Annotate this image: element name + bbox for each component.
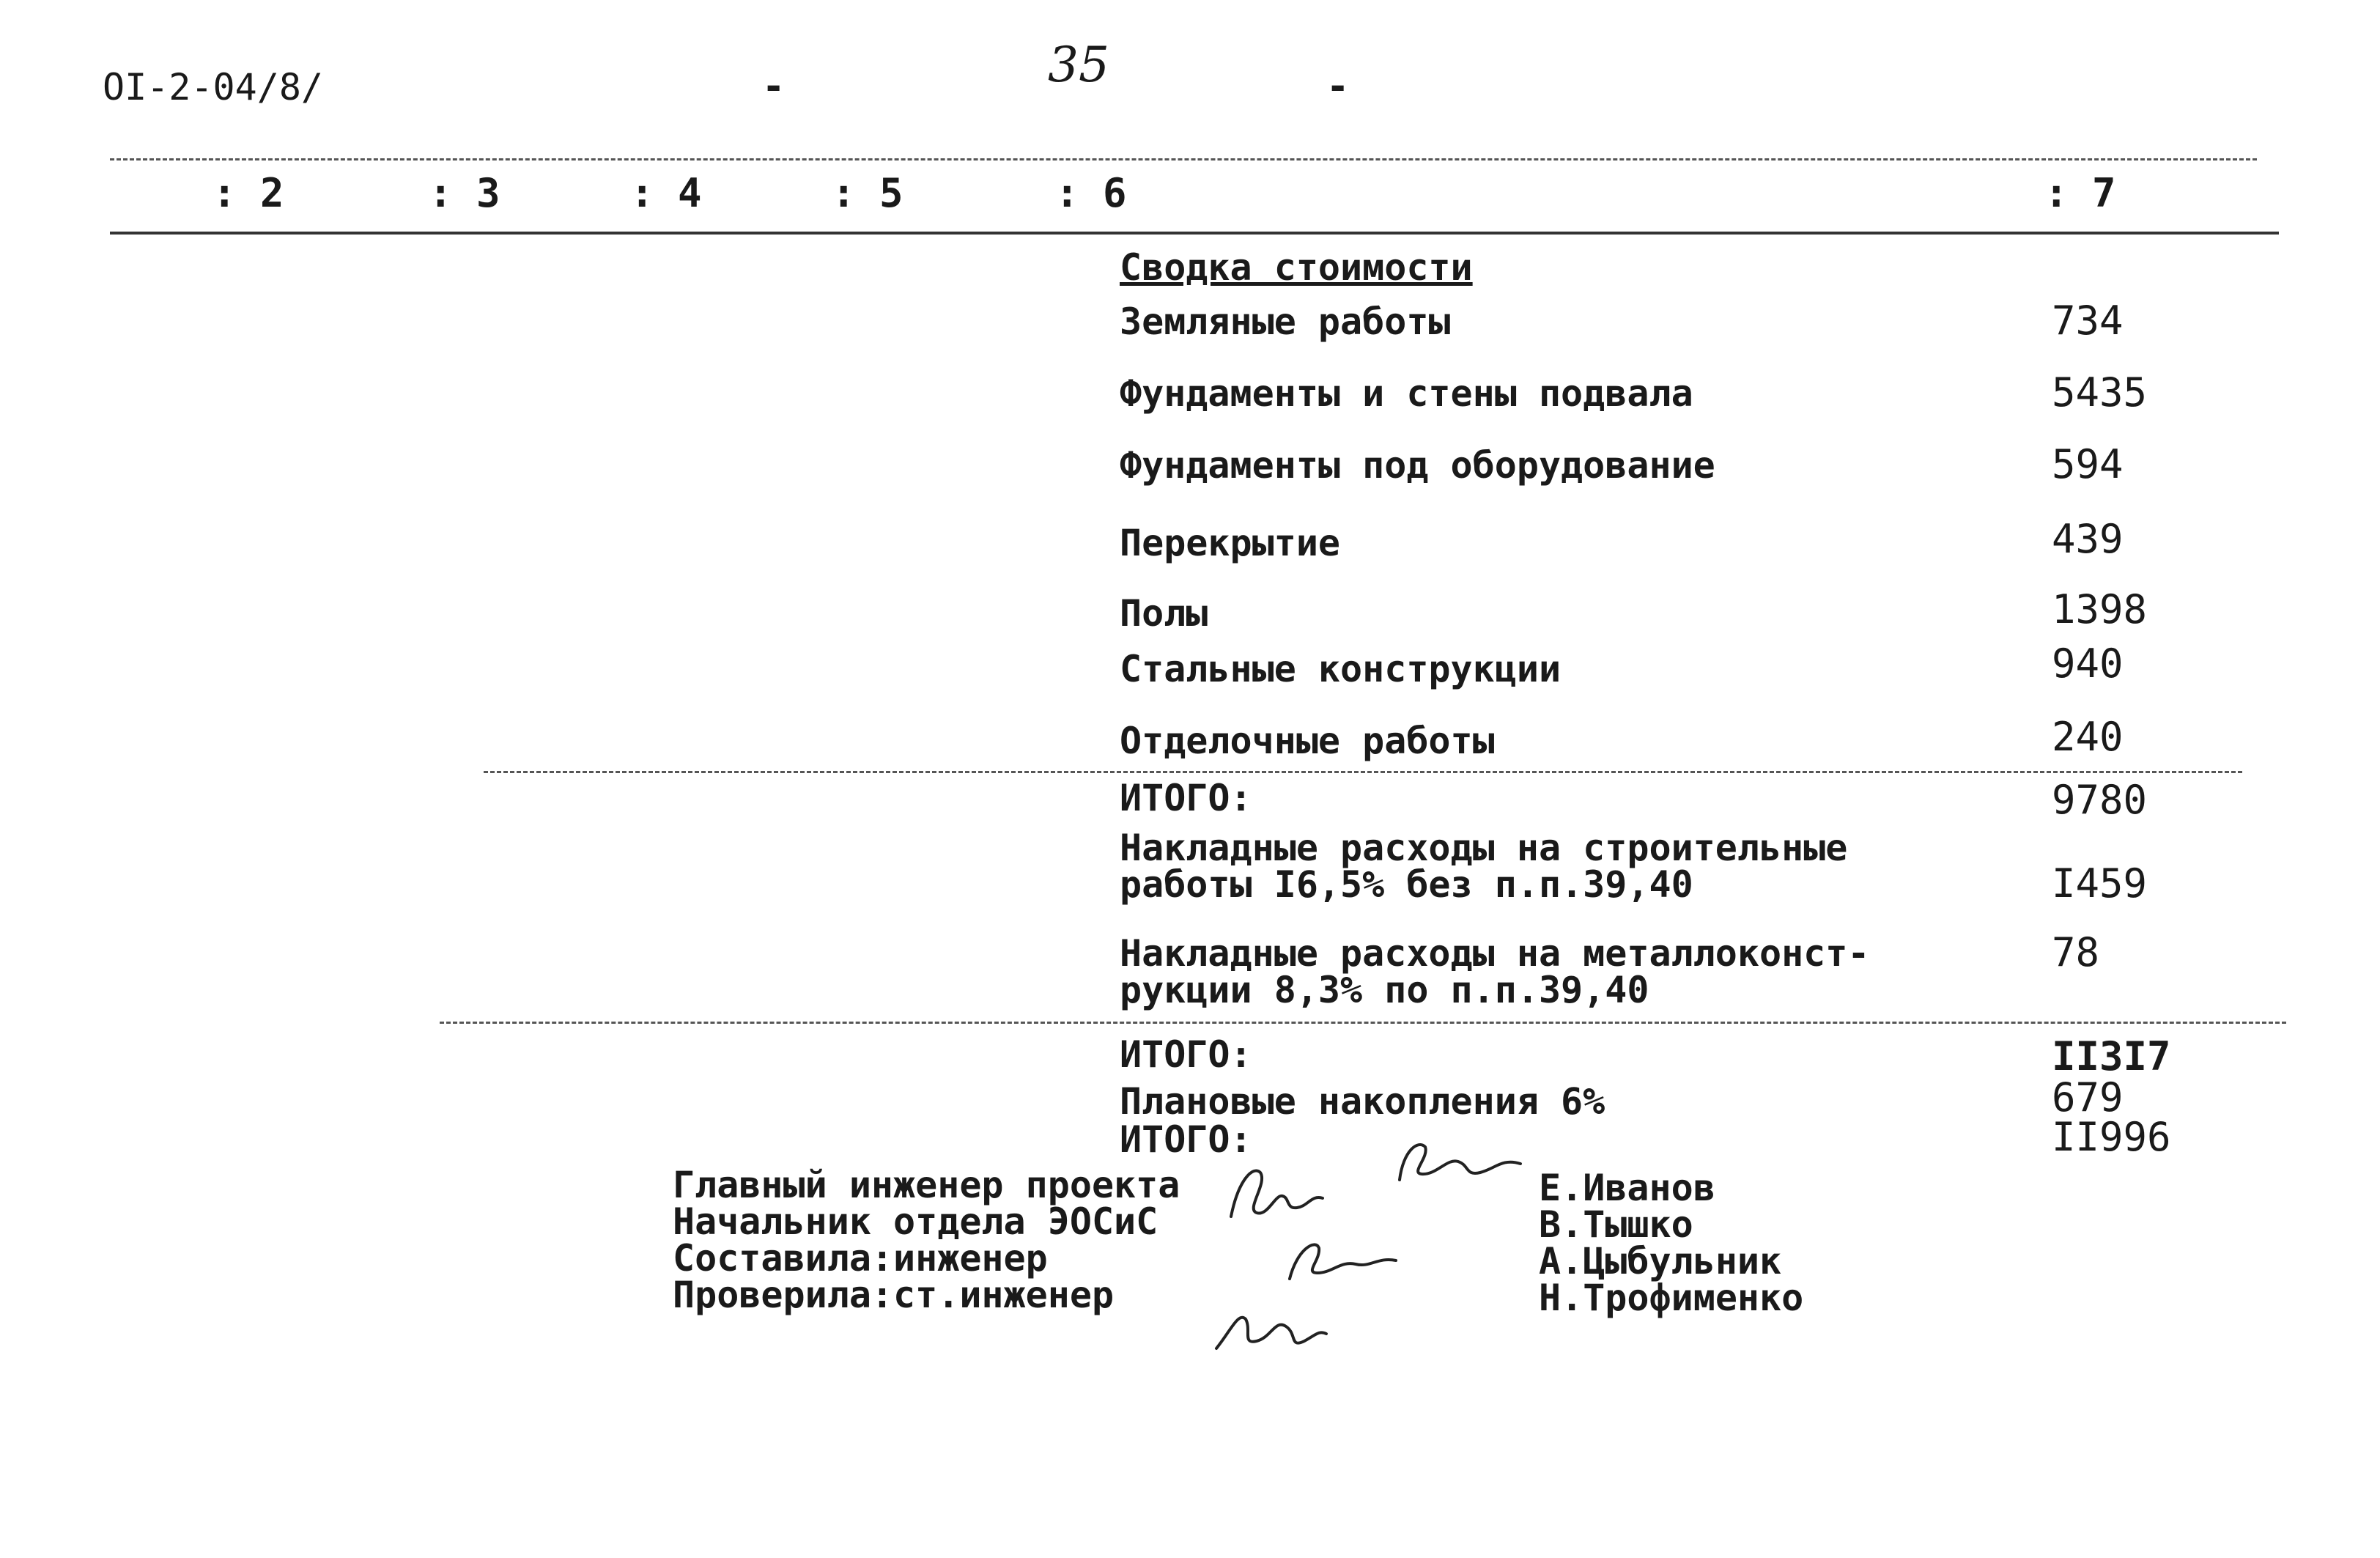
planned-savings-label: Плановые накопления 6%: [1120, 1080, 1605, 1123]
header-bottom-rule: [110, 232, 2279, 235]
total-value: II996: [2052, 1114, 2171, 1160]
document-code: ОI-2-04/8/: [103, 66, 324, 108]
item-value-foundations-walls: 5435: [2052, 369, 2148, 416]
handwritten-signature-checked: [1202, 1290, 1334, 1363]
planned-savings-value: 679: [2052, 1074, 2124, 1120]
signature-name-checked-by: Н.Трофименко: [1539, 1277, 1804, 1319]
header-dash-left: -: [762, 64, 786, 108]
item-label-equipment-foundations: Фундаменты под оборудование: [1120, 444, 1715, 487]
handwritten-signature-department-head: [1385, 1129, 1531, 1202]
column-header-5: : 5: [832, 170, 903, 216]
column-header-2: : 2: [212, 170, 284, 216]
column-header-3: : 3: [429, 170, 500, 216]
item-value-earthworks: 734: [2052, 298, 2124, 344]
signature-role-compiled-by: Составила:инженер: [673, 1237, 1048, 1280]
column-header-6: : 6: [1055, 170, 1127, 216]
subtotal2-value: II3I7: [2052, 1033, 2171, 1079]
column-header-7: : 7: [2044, 170, 2116, 216]
subtotal1-value: 9780: [2052, 777, 2148, 823]
signature-role-checked-by: Проверила:ст.инженер: [673, 1274, 1115, 1316]
signature-name-compiled-by: А.Цыбульник: [1539, 1240, 1782, 1282]
item-value-equipment-foundations: 594: [2052, 441, 2124, 487]
signature-name-chief-engineer: Е.Иванов: [1539, 1167, 1715, 1209]
overhead-construction-line2: работы I6,5% без п.п.39,40: [1120, 863, 1693, 906]
signature-role-department-head: Начальник отдела ЭОСиС: [673, 1200, 1158, 1243]
summary-title: Сводка стоимости: [1120, 246, 1473, 289]
overhead-construction-value: I459: [2052, 860, 2148, 907]
subtotal2-label: ИТОГО:: [1120, 1033, 1252, 1076]
handwritten-signature-chief: [1216, 1151, 1334, 1238]
subtotal2-rule: [440, 1022, 2286, 1024]
item-value-steel-structures: 940: [2052, 640, 2124, 687]
overhead-construction-line1: Накладные расходы на строительные: [1120, 827, 1848, 869]
overhead-metal-line2: рукции 8,3% по п.п.39,40: [1120, 969, 1649, 1011]
item-label-finishing: Отделочные работы: [1120, 720, 1495, 762]
signature-name-department-head: В.Тышко: [1539, 1203, 1693, 1246]
item-label-steel-structures: Стальные конструкции: [1120, 648, 1562, 690]
subtotal1-rule: [484, 771, 2242, 773]
page-number: 35: [1048, 37, 1109, 93]
item-value-floors: 1398: [2052, 586, 2148, 632]
item-label-foundations-walls: Фундаменты и стены подвала: [1120, 372, 1693, 415]
total-label: ИТОГО:: [1120, 1118, 1252, 1161]
handwritten-signature-compiled: [1275, 1227, 1407, 1293]
item-value-floor-slab: 439: [2052, 516, 2124, 562]
item-label-earthworks: Земляные работы: [1120, 300, 1451, 343]
overhead-metal-line1: Накладные расходы на металлоконст-: [1120, 932, 1870, 975]
item-value-finishing: 240: [2052, 714, 2124, 760]
header-dash-right: -: [1326, 64, 1350, 108]
item-label-floors: Полы: [1120, 592, 1208, 635]
header-top-rule: [110, 158, 2257, 160]
column-header-4: : 4: [630, 170, 702, 216]
subtotal1-label: ИТОГО:: [1120, 777, 1252, 819]
item-label-floor-slab: Перекрытие: [1120, 522, 1341, 564]
signature-role-chief-engineer: Главный инженер проекта: [673, 1164, 1180, 1206]
overhead-metal-value: 78: [2052, 929, 2100, 975]
